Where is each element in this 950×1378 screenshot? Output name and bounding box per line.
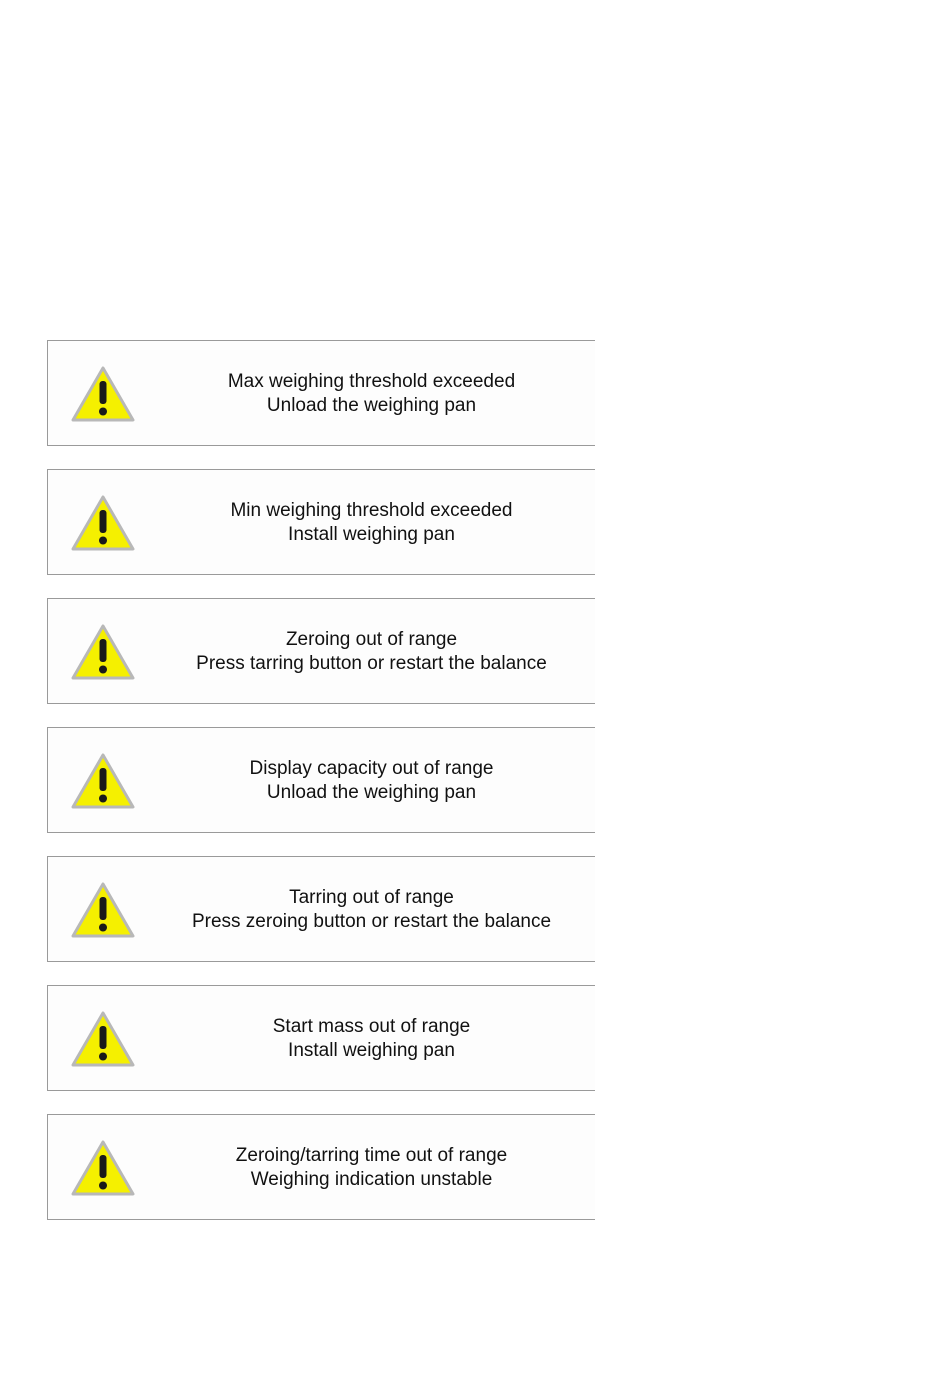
warning-message-box: [47, 1114, 595, 1220]
warning-message-text: [148, 499, 595, 547]
warning-message-text: [148, 1144, 595, 1192]
warning-title: Zeroing/tarring time out of range: [235, 1145, 508, 1166]
warning-icon: [70, 752, 136, 810]
warning-instruction: Unload the weighing pan: [266, 782, 477, 803]
warning-message-box: [47, 340, 595, 446]
warning-icon: [70, 881, 136, 939]
warning-icon: [70, 1010, 136, 1068]
warning-message-text: [148, 886, 595, 934]
warning-title: Min weighing threshold exceeded: [230, 500, 513, 521]
warning-title: Start mass out of range: [272, 1016, 471, 1037]
warning-title: Tarring out of range: [289, 887, 454, 908]
warning-message-box: [47, 727, 595, 833]
warning-message-box: [47, 598, 595, 704]
warning-message-text: [148, 1015, 595, 1063]
warning-instruction: Install weighing pan: [288, 524, 455, 545]
warning-icon: [70, 494, 136, 552]
warning-instruction: Install weighing pan: [288, 1040, 455, 1061]
warning-title: Max weighing threshold exceeded: [227, 371, 516, 392]
warning-message-list: [47, 340, 595, 1243]
warning-instruction: Press zeroing button or restart the balance: [191, 911, 552, 932]
warning-instruction: Press tarring button or restart the balance: [196, 653, 547, 674]
warning-instruction: Weighing indication unstable: [250, 1169, 493, 1190]
warning-instruction: Unload the weighing pan: [266, 395, 477, 416]
warning-icon: [70, 1139, 136, 1197]
warning-message-text: [148, 370, 595, 418]
warning-message-text: [148, 628, 595, 676]
warning-message-box: [47, 985, 595, 1091]
warning-message-box: [47, 856, 595, 962]
warning-icon: [70, 365, 136, 423]
warning-title: Display capacity out of range: [249, 758, 494, 779]
warning-message-box: [47, 469, 595, 575]
warning-title: Zeroing out of range: [285, 629, 458, 650]
warning-icon: [70, 623, 136, 681]
warning-message-text: [148, 757, 595, 805]
